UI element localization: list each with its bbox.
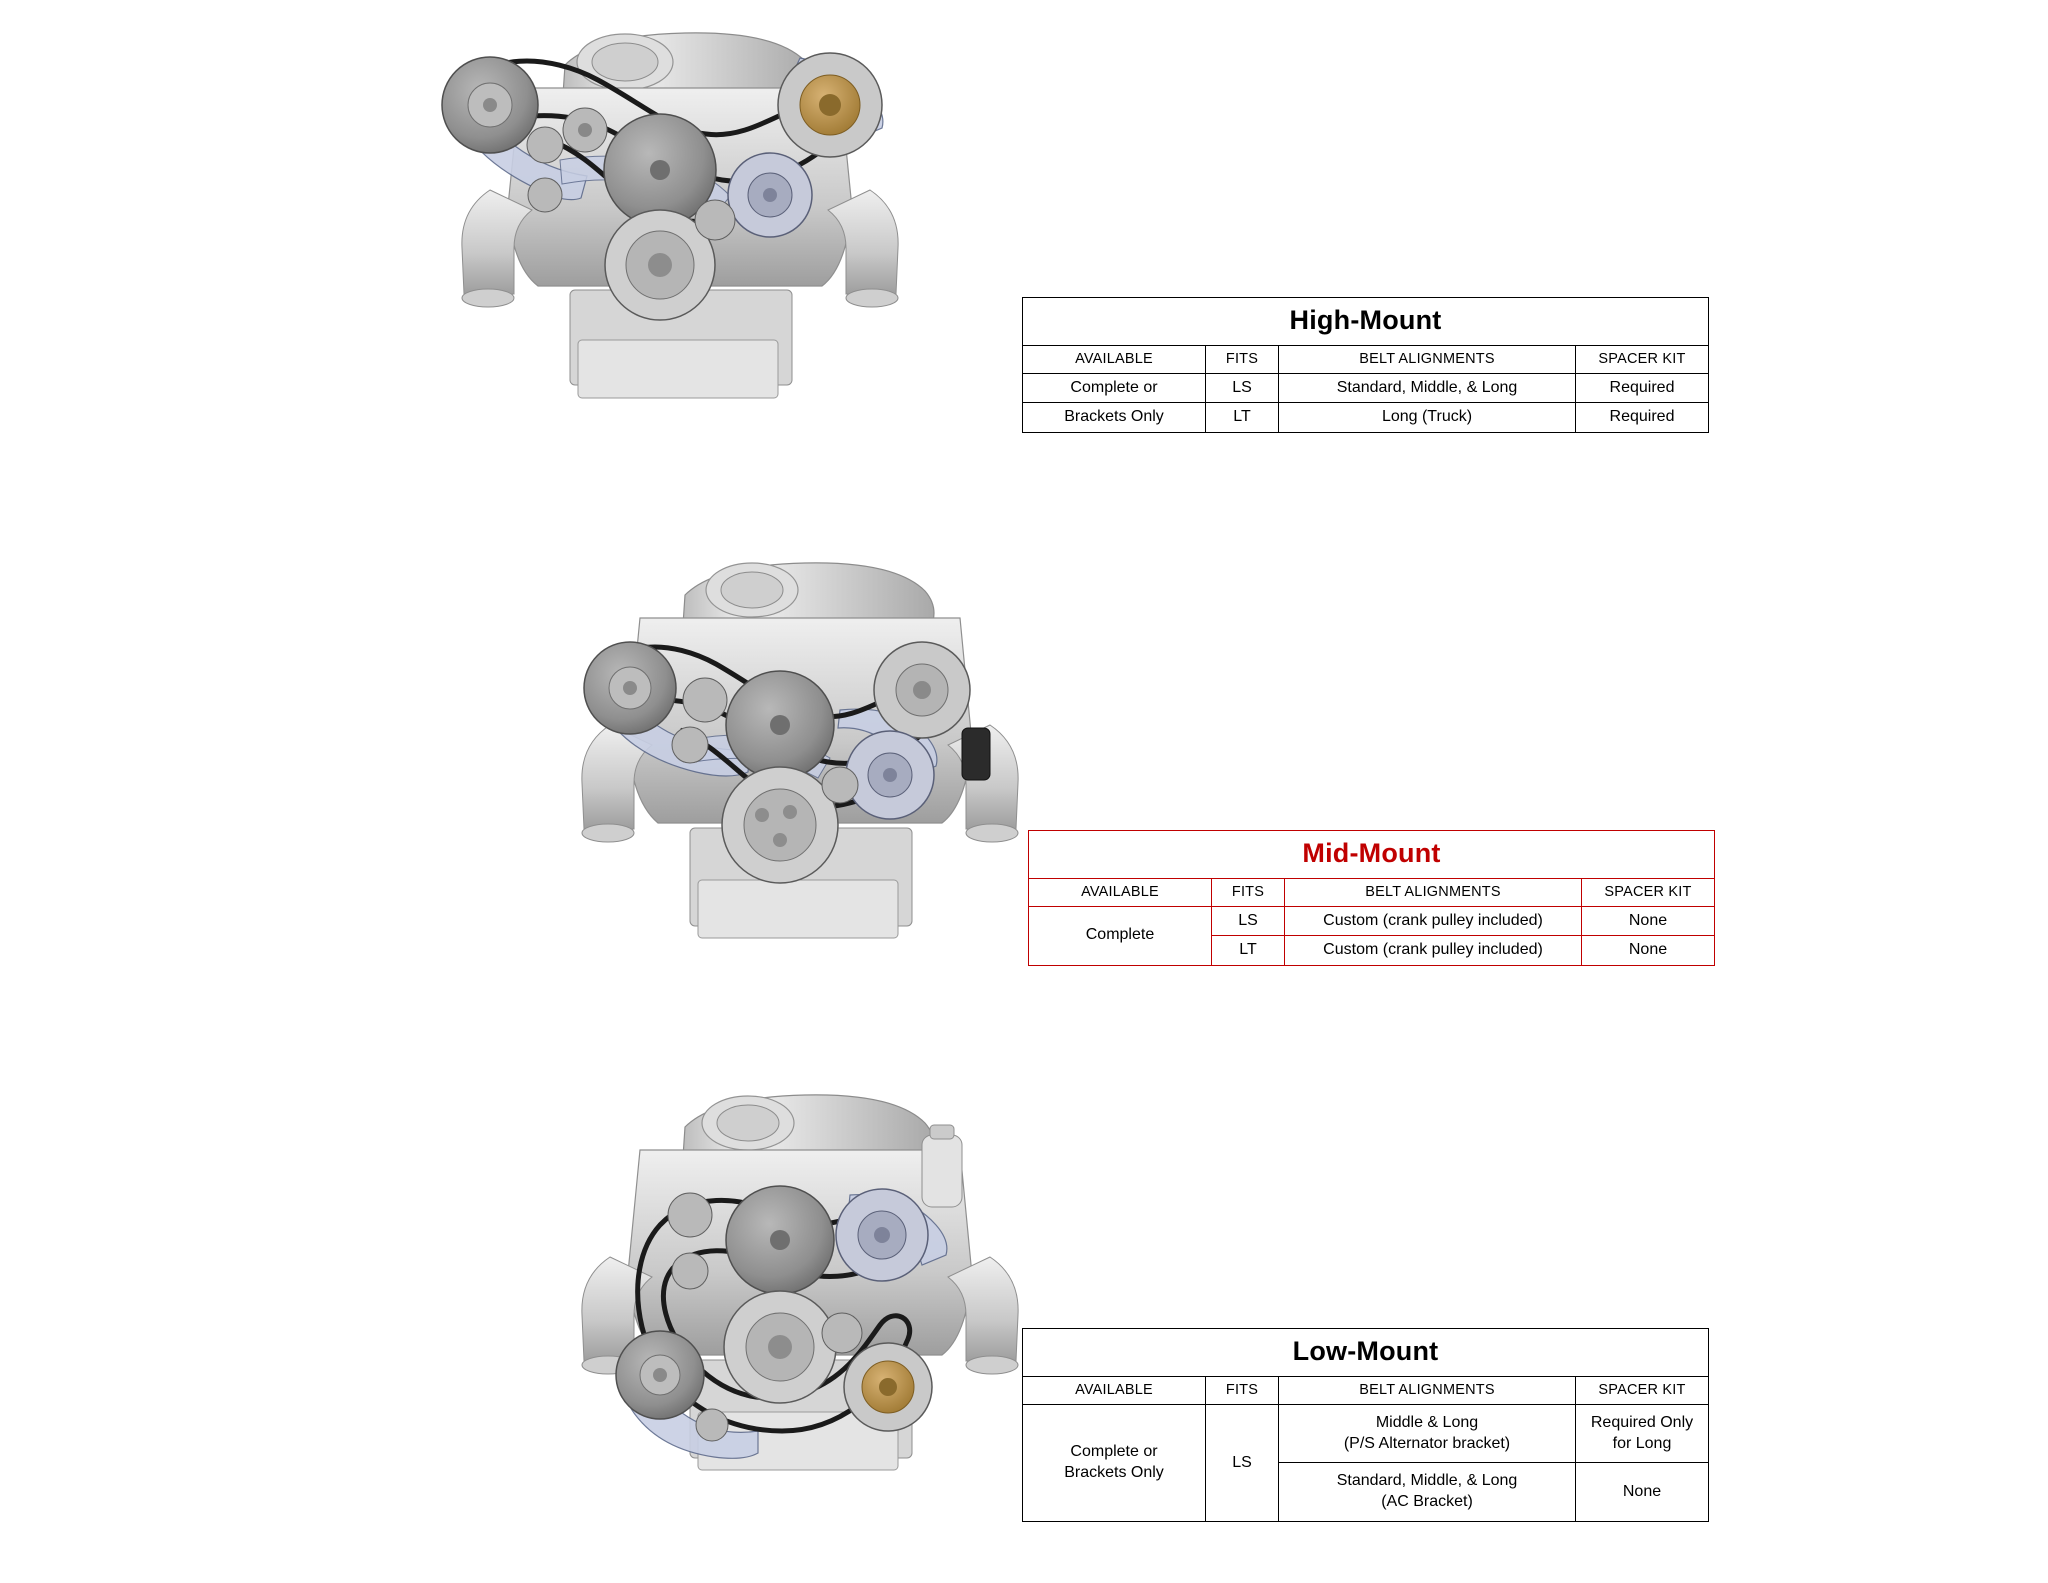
cell-spacer: Required xyxy=(1576,403,1709,432)
cell-fits: LS xyxy=(1212,906,1285,935)
cell-spacer: None xyxy=(1582,906,1715,935)
table-row xyxy=(1023,403,1709,432)
engine-illustration-mid xyxy=(490,540,1110,1050)
cell-belt: Standard, Middle, & Long xyxy=(1279,373,1576,402)
table-title-row xyxy=(1029,831,1715,879)
header-spacer-kit: SPACER KIT xyxy=(1582,879,1715,907)
cell-belt-line1: Standard, Middle, & Long xyxy=(1336,1472,1518,1490)
table-title: Mid-Mount xyxy=(1029,831,1715,879)
cell-belt xyxy=(1279,1463,1576,1522)
table-title-row xyxy=(1023,298,1709,346)
cell-available-line2: Brackets Only xyxy=(1064,1463,1164,1481)
cell-belt: Custom (crank pulley included) xyxy=(1285,936,1582,965)
header-available: AVAILABLE xyxy=(1023,1377,1206,1405)
header-fits: FITS xyxy=(1206,346,1279,374)
table-title: High-Mount xyxy=(1023,298,1709,346)
mid-mount-spec-table xyxy=(1028,830,1715,966)
cell-spacer xyxy=(1576,1404,1709,1463)
cell-belt: Long (Truck) xyxy=(1279,403,1576,432)
table-title-row xyxy=(1023,1329,1709,1377)
header-fits: FITS xyxy=(1206,1377,1279,1405)
cell-available: Complete or xyxy=(1023,373,1206,402)
table-header-row xyxy=(1023,346,1709,374)
cell-belt-line2: (AC Bracket) xyxy=(1381,1493,1473,1511)
table-row xyxy=(1023,1404,1709,1463)
cell-spacer-line1: Required Only xyxy=(1590,1413,1694,1431)
cell-spacer: Required xyxy=(1576,373,1709,402)
header-available: AVAILABLE xyxy=(1023,346,1206,374)
cell-available xyxy=(1023,1404,1206,1521)
section-low-mount xyxy=(0,1075,2048,1583)
cell-available-line1: Complete or xyxy=(1070,1443,1158,1461)
header-available: AVAILABLE xyxy=(1029,879,1212,907)
low-mount-engine-image xyxy=(490,1075,1110,1575)
table-row xyxy=(1029,906,1715,935)
header-belt-alignments: BELT ALIGNMENTS xyxy=(1279,346,1576,374)
header-belt-alignments: BELT ALIGNMENTS xyxy=(1279,1377,1576,1405)
header-belt-alignments: BELT ALIGNMENTS xyxy=(1285,879,1582,907)
mid-mount-engine-image xyxy=(490,540,1110,1040)
table-row xyxy=(1023,373,1709,402)
table-title: Low-Mount xyxy=(1023,1329,1709,1377)
header-spacer-kit: SPACER KIT xyxy=(1576,346,1709,374)
cell-fits: LS xyxy=(1206,373,1279,402)
cell-belt: Custom (crank pulley included) xyxy=(1285,906,1582,935)
cell-fits: LT xyxy=(1206,403,1279,432)
cell-fits: LS xyxy=(1206,1404,1279,1521)
cell-available: Complete xyxy=(1029,906,1212,965)
header-spacer-kit: SPACER KIT xyxy=(1576,1377,1709,1405)
cell-fits: LT xyxy=(1212,936,1285,965)
low-mount-spec-table xyxy=(1022,1328,1709,1522)
header-fits: FITS xyxy=(1212,879,1285,907)
table-header-row xyxy=(1029,879,1715,907)
cell-spacer: None xyxy=(1576,1463,1709,1522)
engine-illustration-low xyxy=(490,1075,1110,1575)
table-header-row xyxy=(1023,1377,1709,1405)
cell-belt xyxy=(1279,1404,1576,1463)
engine-illustration-high xyxy=(370,10,990,510)
cell-spacer-line2: for Long xyxy=(1612,1434,1672,1452)
section-high-mount xyxy=(0,0,2048,530)
cell-available: Brackets Only xyxy=(1023,403,1206,432)
high-mount-spec-table xyxy=(1022,297,1709,433)
high-mount-engine-image xyxy=(370,10,990,510)
cell-spacer: None xyxy=(1582,936,1715,965)
section-mid-mount xyxy=(0,540,2048,1070)
cell-belt-line2: (P/S Alternator bracket) xyxy=(1343,1434,1511,1452)
cell-belt-line1: Middle & Long xyxy=(1375,1413,1479,1431)
